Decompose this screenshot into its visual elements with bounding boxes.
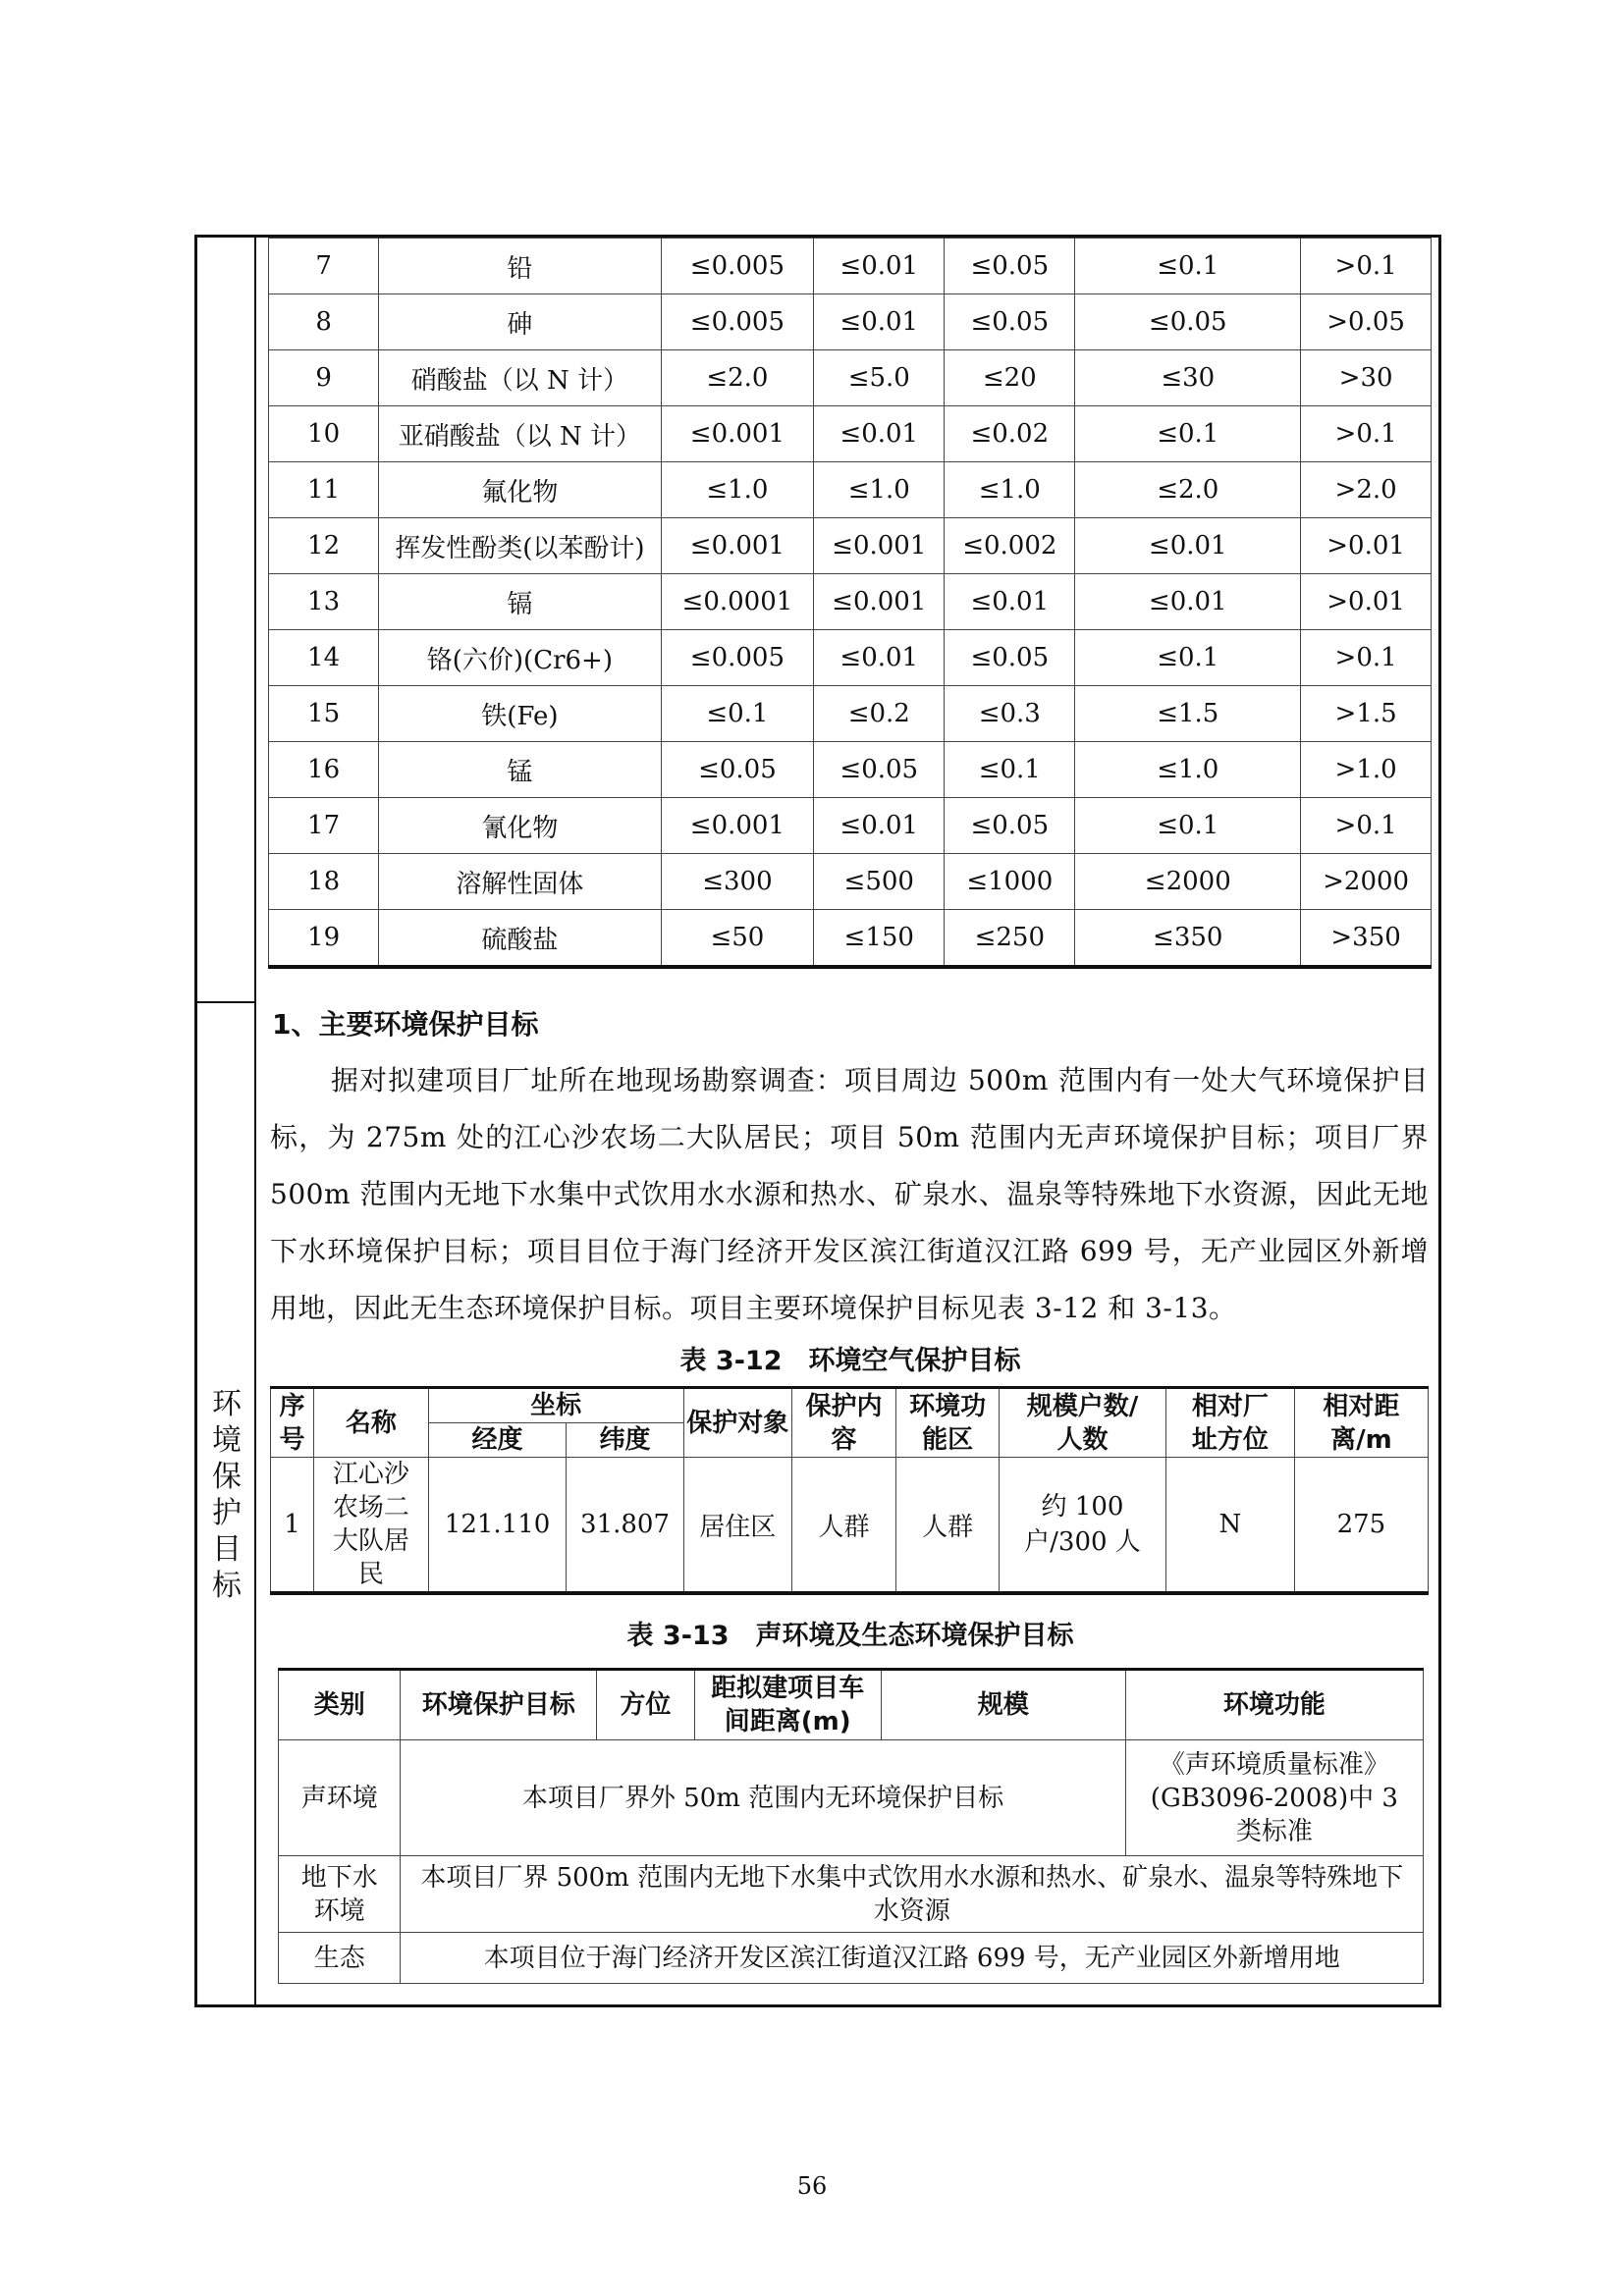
table-cell: 硝酸盐（以 N 计）: [379, 350, 661, 406]
t12-h-func-text: 环境功能区: [909, 1391, 987, 1455]
table-cell: 13: [269, 574, 379, 630]
table-cell: 14: [269, 630, 379, 686]
table-cell: ≤1.0: [945, 462, 1075, 518]
noise-eco-protection-table: [278, 1668, 1424, 1984]
t12-h-distance: [1294, 1388, 1428, 1458]
table-row: [269, 574, 1432, 630]
table-cell: ≤0.001: [661, 518, 814, 574]
t12-lon: 121.110: [428, 1458, 567, 1594]
table-cell: ≤0.001: [814, 574, 945, 630]
table-cell: ≤0.001: [661, 406, 814, 462]
table-row: [269, 798, 1432, 854]
table-cell: ≤0.1: [661, 686, 814, 742]
section-paragraph: 据对拟建项目厂址所在地现场勘察调查：项目周边 500m 范围内有一处大气环境保护目标，为 275m 处的江心沙农场二大队居民；项目 50m 范围内无声环境保护目标；项目厂界 500m 范围内无地下水集中式饮用水水源和热水、矿泉水、温泉等特殊地下水资源，因此无地下水环境保护目标；项目目位于海门经济开发区滨江街道汉江路 699 号，无产业园区外新增用地，因此无生态环境保护目标。项目主要环境保护目标见表 3-12 和 3-13。: [270, 1064, 1429, 1324]
table-cell: 氰化物: [379, 798, 661, 854]
table-cell: 镉: [379, 574, 661, 630]
t13-h-scale: 规模: [881, 1670, 1125, 1740]
table-cell: 砷: [379, 294, 661, 350]
t12-lat: 31.807: [567, 1458, 683, 1594]
table-cell: ≤0.05: [945, 294, 1075, 350]
table-cell: ≤0.1: [1075, 630, 1301, 686]
t12-name-cell: [314, 1458, 429, 1594]
t12-func: 人群: [896, 1458, 1000, 1594]
table-cell: ≤1.0: [661, 462, 814, 518]
table-cell: >0.1: [1301, 630, 1432, 686]
table-row: [269, 294, 1432, 350]
table-cell: ≤0.01: [1075, 574, 1301, 630]
page-frame: [194, 235, 1441, 2007]
t12-h-distance-text: 相对距离/m: [1323, 1391, 1400, 1455]
table-cell: 10: [269, 406, 379, 462]
table-cell: ≤0.02: [945, 406, 1075, 462]
table-cell: >0.1: [1301, 239, 1432, 294]
t12-h-direction: [1165, 1388, 1294, 1458]
table-row: [269, 406, 1432, 462]
table-cell: 硫酸盐: [379, 910, 661, 968]
table-cell: ≤150: [814, 910, 945, 968]
table-cell: ≤20: [945, 350, 1075, 406]
table-cell: 17: [269, 798, 379, 854]
left-column-divider: [197, 1001, 256, 1003]
table-cell: 18: [269, 854, 379, 910]
t12-h-content: [791, 1388, 895, 1458]
t12-seq: 1: [271, 1458, 314, 1594]
t12-h-name: 名称: [314, 1388, 429, 1458]
table-cell: >2.0: [1301, 462, 1432, 518]
table-cell: ≤5.0: [814, 350, 945, 406]
table-cell: ≤30: [1075, 350, 1301, 406]
table-cell: ≤350: [1075, 910, 1301, 968]
table-cell: ≤0.01: [814, 406, 945, 462]
table-cell: ≤0.1: [1075, 798, 1301, 854]
table-cell: ≤0.01: [814, 630, 945, 686]
table-cell: >0.05: [1301, 294, 1432, 350]
t13-noise-func-cell: [1125, 1740, 1423, 1856]
table-cell: >2000: [1301, 854, 1432, 910]
table-cell: ≤2000: [1075, 854, 1301, 910]
section-heading: 1、主要环境保护目标: [272, 1008, 539, 1041]
table12-header-row-1: [271, 1388, 1429, 1423]
t12-scale-cell: [1000, 1458, 1166, 1594]
table-cell: ≤0.05: [945, 630, 1075, 686]
table-cell: ≤0.05: [945, 798, 1075, 854]
t12-h-target: 保护对象: [683, 1388, 791, 1458]
water-quality-table: [268, 238, 1432, 969]
table-row: [269, 854, 1432, 910]
table-cell: >0.1: [1301, 798, 1432, 854]
t12-h-coord: 坐标: [428, 1388, 683, 1423]
table-cell: 氟化物: [379, 462, 661, 518]
table-row: [269, 910, 1432, 968]
table-cell: >30: [1301, 350, 1432, 406]
table-cell: 挥发性酚类(以苯酚计): [379, 518, 661, 574]
t12-h-lon: 经度: [428, 1423, 567, 1458]
table-cell: ≤0.01: [814, 239, 945, 294]
table-cell: ≤1.0: [1075, 742, 1301, 798]
t12-distance: 275: [1294, 1458, 1428, 1594]
table-cell: ≤0.01: [1075, 518, 1301, 574]
t13-ground-text: 本项目厂界 500m 范围内无地下水集中式饮用水水源和热水、矿泉水、温泉等特殊地下水资源: [420, 1862, 1404, 1926]
t12-scale: 约 100 户/300 人: [1024, 1492, 1141, 1557]
table-cell: >0.01: [1301, 518, 1432, 574]
table-cell: ≤2.0: [661, 350, 814, 406]
table-cell: 7: [269, 239, 379, 294]
table12-row: [271, 1458, 1429, 1594]
t13-eco-text: 本项目位于海门经济开发区滨江街道汉江路 699 号，无产业园区外新增用地: [401, 1933, 1424, 1984]
t12-h-direction-text: 相对厂址方位: [1191, 1391, 1269, 1455]
table-cell: 铁(Fe): [379, 686, 661, 742]
table-cell: 16: [269, 742, 379, 798]
table-cell: ≤0.05: [661, 742, 814, 798]
table13-header-row: [279, 1670, 1424, 1740]
table-cell: 9: [269, 350, 379, 406]
page-number: 56: [796, 2172, 828, 2200]
table-row: [269, 686, 1432, 742]
table-cell: 锰: [379, 742, 661, 798]
table-cell: 溶解性固体: [379, 854, 661, 910]
table-row: [269, 518, 1432, 574]
table-cell: ≤0.01: [814, 294, 945, 350]
table-cell: 11: [269, 462, 379, 518]
left-column: [197, 238, 256, 2004]
table-cell: ≤300: [661, 854, 814, 910]
table-cell: 8: [269, 294, 379, 350]
table-cell: ≤0.1: [945, 742, 1075, 798]
t13-ground-text-cell: [401, 1856, 1424, 1933]
content-area: [256, 238, 1438, 2004]
t13-noise-text: 本项目厂界外 50m 范围内无环境保护目标: [401, 1740, 1125, 1856]
table-cell: 铅: [379, 239, 661, 294]
table-row: [269, 462, 1432, 518]
table-cell: 亚硝酸盐（以 N 计）: [379, 406, 661, 462]
t12-h-seq: [271, 1388, 314, 1458]
t13-eco-cat: 生态: [279, 1933, 401, 1984]
left-label-text: 环境保护目标: [212, 1387, 242, 1603]
table-cell: ≤0.002: [945, 518, 1075, 574]
t13-noise-func: 《声环境质量标准》(GB3096-2008)中 3 类标准: [1150, 1749, 1398, 1846]
table-cell: ≤2.0: [1075, 462, 1301, 518]
air-protection-table: [270, 1386, 1429, 1595]
t12-h-func: [896, 1388, 1000, 1458]
table-cell: ≤0.1: [1075, 406, 1301, 462]
table13-caption: 表 3-13 声环境及生态环境保护目标: [626, 1621, 1074, 1651]
table-cell: >0.01: [1301, 574, 1432, 630]
t13-h-function: 环境功能: [1125, 1670, 1423, 1740]
t13-h-direction: 方位: [597, 1670, 694, 1740]
table-cell: ≤0.3: [945, 686, 1075, 742]
t13-row-ground: [279, 1856, 1424, 1933]
table-row: [269, 742, 1432, 798]
table-cell: ≤0.01: [814, 798, 945, 854]
t12-h-scale: [1000, 1388, 1166, 1458]
table-row: [269, 350, 1432, 406]
t13-h-distance-cell: [694, 1670, 881, 1740]
t12-name: 江心沙农场二大队居民: [332, 1460, 409, 1589]
t12-h-seq-text: 序号: [279, 1391, 305, 1455]
table-cell: ≤0.05: [1075, 294, 1301, 350]
table-cell: 铬(六价)(Cr6+): [379, 630, 661, 686]
table-row: [269, 239, 1432, 294]
table-cell: 19: [269, 910, 379, 968]
table-cell: >1.5: [1301, 686, 1432, 742]
t12-h-scale-text: 规模户数/人数: [1026, 1391, 1139, 1455]
table-cell: ≤0.005: [661, 239, 814, 294]
table-cell: >0.1: [1301, 406, 1432, 462]
table-cell: 15: [269, 686, 379, 742]
table-cell: ≤50: [661, 910, 814, 968]
table-cell: ≤1.5: [1075, 686, 1301, 742]
table-cell: ≤0.005: [661, 630, 814, 686]
t13-noise-cat: 声环境: [279, 1740, 401, 1856]
t13-h-target: 环境保护目标: [401, 1670, 597, 1740]
table-cell: ≤0.005: [661, 294, 814, 350]
t13-h-distance: 距拟建项目车间距离(m): [711, 1674, 865, 1736]
table-cell: ≤0.2: [814, 686, 945, 742]
t13-h-category: 类别: [279, 1670, 401, 1740]
table12-caption: 表 3-12 环境空气保护目标: [679, 1346, 1021, 1376]
t13-ground-cat-cell: [279, 1856, 401, 1933]
t13-row-noise: [279, 1740, 1424, 1856]
table-cell: >1.0: [1301, 742, 1432, 798]
t12-content: 人群: [791, 1458, 895, 1594]
t13-row-eco: [279, 1933, 1424, 1984]
table-cell: ≤1000: [945, 854, 1075, 910]
table-cell: 12: [269, 518, 379, 574]
t13-ground-cat: 地下水环境: [300, 1862, 378, 1926]
left-column-label: [197, 1386, 256, 1604]
table-cell: ≤250: [945, 910, 1075, 968]
table-cell: ≤0.001: [661, 798, 814, 854]
t12-h-content-text: 保护内容: [805, 1391, 883, 1455]
table-row: [269, 630, 1432, 686]
t12-h-lat: 纬度: [567, 1423, 683, 1458]
t12-direction: N: [1165, 1458, 1294, 1594]
table-cell: >350: [1301, 910, 1432, 968]
table-cell: ≤0.05: [945, 239, 1075, 294]
table-cell: ≤0.0001: [661, 574, 814, 630]
t12-target: 居住区: [683, 1458, 791, 1594]
table-cell: ≤1.0: [814, 462, 945, 518]
table-cell: ≤500: [814, 854, 945, 910]
table-cell: ≤0.05: [814, 742, 945, 798]
table-cell: ≤0.01: [945, 574, 1075, 630]
table-cell: ≤0.001: [814, 518, 945, 574]
table-cell: ≤0.1: [1075, 239, 1301, 294]
